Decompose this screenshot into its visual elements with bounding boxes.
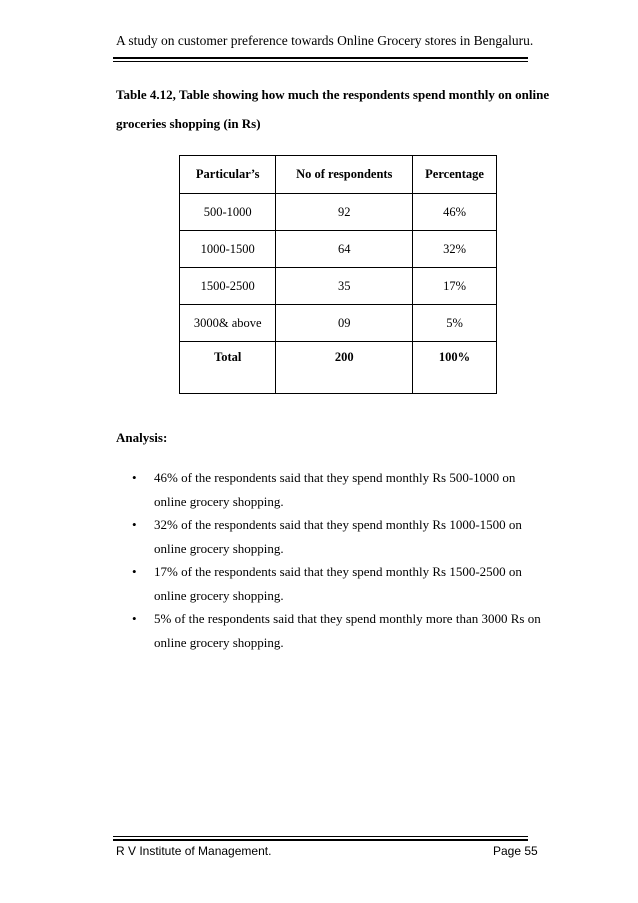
page-header-title: A study on customer preference towards Online Grocery stores in Bengaluru.: [116, 33, 534, 48]
list-item: [116, 513, 546, 560]
bullet-icon: •: [132, 470, 137, 485]
table-row: [180, 194, 497, 231]
list-item-text: 32% of the respondents said that they spend monthly Rs 1000-1500 on online grocery shopping.: [154, 517, 522, 556]
list-item: [116, 466, 546, 513]
table-row: [180, 268, 497, 305]
table-cell: 46%: [413, 194, 497, 231]
table-cell: 17%: [413, 268, 497, 305]
list-item-text: 46% of the respondents said that they spend monthly Rs 500-1000 on online grocery shopping.: [154, 470, 516, 509]
header-rule: [113, 57, 528, 59]
column-header: Particular’s: [180, 156, 276, 194]
footer-rule-thin: [113, 836, 528, 837]
column-header: No of respondents: [276, 156, 413, 194]
table-cell: 1000-1500: [180, 231, 276, 268]
table-cell: 35: [276, 268, 413, 305]
spending-table: [179, 155, 497, 394]
table-row: [180, 231, 497, 268]
footer-rule: [113, 839, 528, 841]
column-header: Percentage: [413, 156, 497, 194]
page-number: Page 55: [493, 844, 538, 858]
bullet-icon: •: [132, 517, 137, 532]
table-cell: 09: [276, 305, 413, 342]
table-cell: 32%: [413, 231, 497, 268]
table-row: [180, 305, 497, 342]
table-cell: 500-1000: [180, 194, 276, 231]
table-cell: 64: [276, 231, 413, 268]
list-item-text: 5% of the respondents said that they spend monthly more than 3000 Rs on online grocery shopping.: [154, 611, 541, 650]
list-item: [116, 607, 546, 654]
total-respondents: 200: [276, 342, 413, 394]
table-header-row: [180, 156, 497, 194]
table-total-row: [180, 342, 497, 394]
list-item: [116, 560, 546, 607]
total-percentage: 100%: [413, 342, 497, 394]
table-cell: 3000& above: [180, 305, 276, 342]
table-cell: 92: [276, 194, 413, 231]
table-cell: 1500-2500: [180, 268, 276, 305]
bullet-icon: •: [132, 611, 137, 626]
bullet-icon: •: [132, 564, 137, 579]
analysis-heading: Analysis:: [116, 430, 168, 445]
analysis-list: [116, 466, 546, 654]
total-label: Total: [180, 342, 276, 394]
list-item-text: 17% of the respondents said that they spend monthly Rs 1500-2500 on online grocery shopping.: [154, 564, 522, 603]
header-rule-thin: [113, 61, 528, 62]
table-cell: 5%: [413, 305, 497, 342]
table-caption: Table 4.12, Table showing how much the respondents spend monthly on online groceries shopping (in Rs): [116, 87, 550, 131]
footer-institute: R V Institute of Management.: [116, 844, 272, 858]
